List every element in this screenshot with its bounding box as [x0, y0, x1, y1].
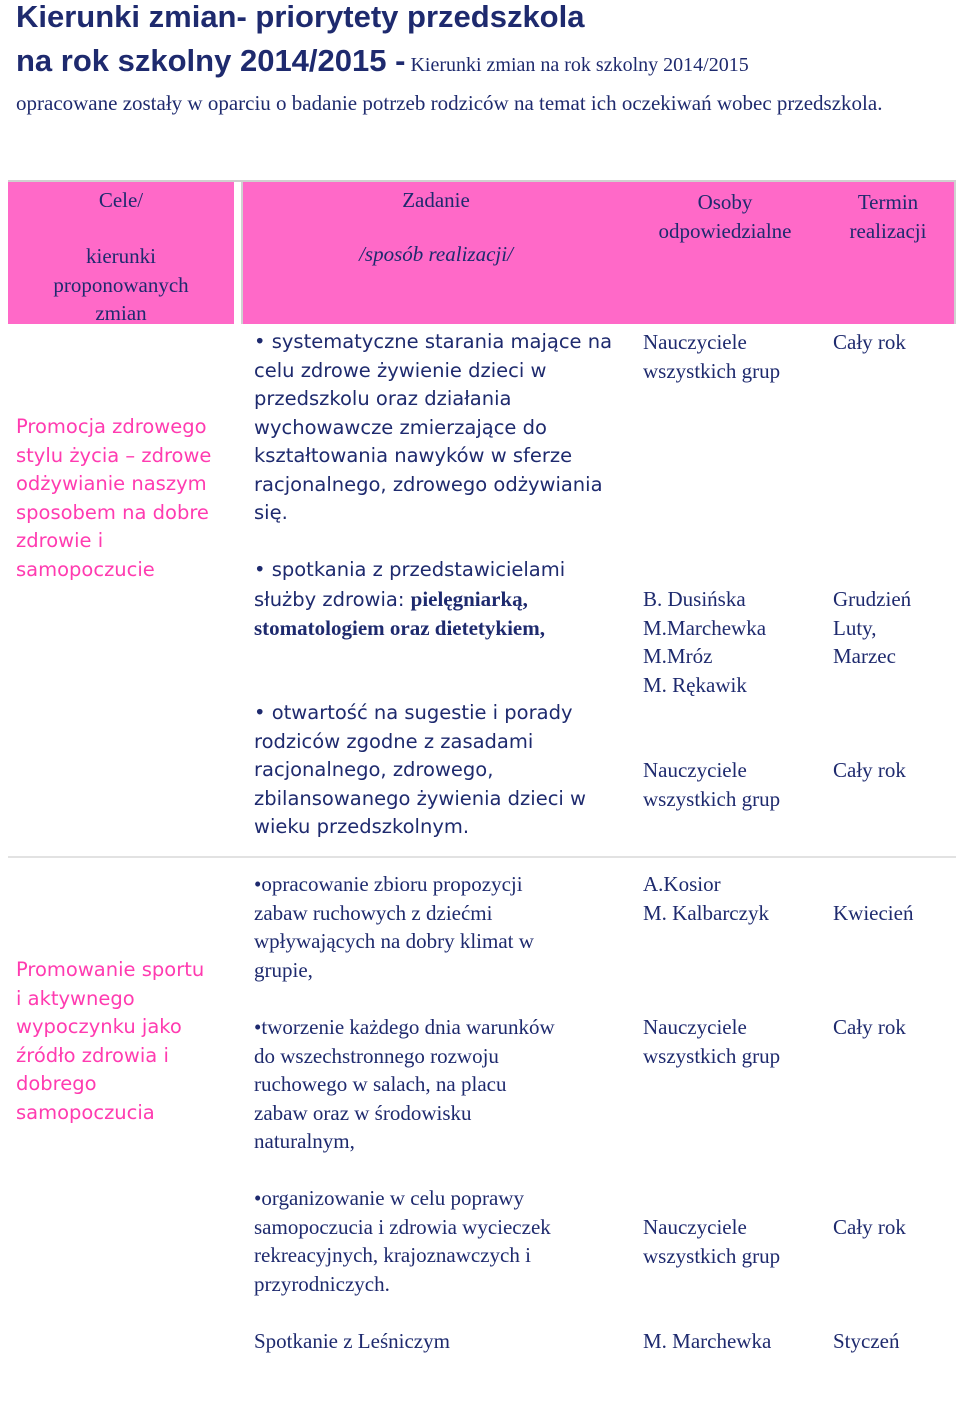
- task-healthy-nutrition: [254, 328, 626, 528]
- heading-subtitle: [16, 42, 946, 84]
- task-healthy-nutrition-text: systematyczne starania mające na celu zdrowe żywienie dzieci w przedszkolu oraz działania wychowawcze zmierzające do kształtowania nawyków w sferze racjonalnego, zdrowego odżywiania się.: [254, 330, 613, 524]
- task-movement-games-text: opracowanie zbioru propozycji zabaw ruchowych z dziećmi wpływających na dobry klimat w grupie,: [254, 872, 534, 982]
- goal-sport-activity: Promowanie sportu i aktywnego wypoczynku jako źródło zdrowia i dobrego samopoczucia: [16, 958, 205, 1124]
- responsible-2-3: Nauczyciele wszystkich grup: [643, 1215, 781, 1268]
- header-goals: [8, 182, 234, 324]
- document-heading: [16, 0, 946, 84]
- header-task: [242, 182, 630, 324]
- task-excursions-text: organizowanie w celu poprawy samopoczucia i zdrowia wycieczek rekreacyjnych, krajoznawczych i przyrodniczych.: [254, 1186, 551, 1296]
- responsible-2-4: M. Marchewka: [643, 1329, 772, 1353]
- heading-subtitle-rest: Kierunki zmian na rok szkolny 2014/2015: [405, 54, 749, 76]
- header-goals-subtitle: kierunki proponowanych zmian: [53, 244, 189, 325]
- deadline-1-1: Cały rok: [833, 330, 906, 354]
- task-health-meetings-line1: spotkania z przedstawicielami: [271, 558, 566, 581]
- task-health-meetings-emph1: pielęgniarką,: [410, 586, 528, 611]
- responsible-1-2: B. Dusińska M.Marchewka M.Mróz M. Rękawik: [643, 587, 767, 697]
- task-health-meetings: [254, 556, 626, 643]
- task-parent-suggestions: [254, 699, 626, 842]
- bullet: •: [254, 330, 266, 353]
- bullet: •: [254, 558, 266, 581]
- responsible-2-2: Nauczyciele wszystkich grup: [643, 1015, 781, 1068]
- table-top-border: [8, 180, 956, 182]
- responsible-2-1: A.Kosior M. Kalbarczyk: [643, 872, 769, 925]
- heading-title: Kierunki zmian- priorytety przedszkola: [16, 0, 585, 34]
- section-divider: [8, 856, 956, 858]
- task-daily-conditions-text: tworzenie każdego dnia warunków do wszechstronnego rozwoju ruchowego w salach, na placu zabaw oraz w środowisku naturalnym,: [254, 1015, 555, 1153]
- bullet: •: [254, 1015, 262, 1039]
- bullet: •: [254, 701, 266, 724]
- heading-subtitle-bold: na rok szkolny 2014/2015 -: [16, 43, 406, 78]
- task-daily-conditions: [254, 1013, 626, 1156]
- deadline-2-4: Styczeń: [833, 1329, 900, 1353]
- header-task-subtitle: /sposób realizacji/: [359, 242, 513, 266]
- bullet: •: [254, 1186, 262, 1210]
- task-forester-meeting: Spotkanie z Leśniczym: [254, 1329, 450, 1353]
- task-health-meetings-line2: służby zdrowia:: [254, 587, 411, 611]
- column-divider: [241, 182, 243, 324]
- deadline-2-3: Cały rok: [833, 1215, 906, 1239]
- responsible-1-1: Nauczyciele wszystkich grup: [643, 330, 781, 383]
- deadline-2-1: Kwiecień: [833, 901, 914, 925]
- intro-text: opracowane zostały w oparciu o badanie potrzeb rodziców na temat ich oczekiwań wobec przedszkola.: [16, 91, 883, 115]
- deadline-1-3: Cały rok: [833, 758, 906, 782]
- task-parent-suggestions-text: otwartość na sugestie i porady rodziców zgodne z zasadami racjonalnego, zdrowego, zbilansowanego żywienia dzieci w wieku przedszkolnym.: [254, 701, 586, 838]
- bullet: •: [254, 872, 262, 896]
- header-deadline-title: Termin realizacji: [849, 190, 927, 243]
- task-health-meetings-emph2: stomatologiem oraz dietetykiem,: [254, 616, 545, 640]
- goal-healthy-lifestyle: Promocja zdrowego stylu życia – zdrowe odżywianie naszym sposobem na dobre zdrowie i samopoczucie: [16, 415, 212, 581]
- table-right-border: [954, 182, 956, 324]
- header-responsible-title: Osoby odpowiedzialne: [658, 190, 792, 243]
- header-task-title: Zadanie: [402, 188, 470, 212]
- header-goals-title: Cele/: [98, 188, 144, 212]
- deadline-1-2: Grudzień Luty, Marzec: [833, 587, 912, 668]
- header-responsible: [630, 182, 820, 324]
- deadline-2-2: Cały rok: [833, 1015, 906, 1039]
- task-movement-games: [254, 870, 626, 984]
- task-excursions: [254, 1184, 626, 1298]
- header-deadline: [820, 182, 956, 324]
- responsible-1-3: Nauczyciele wszystkich grup: [643, 758, 781, 811]
